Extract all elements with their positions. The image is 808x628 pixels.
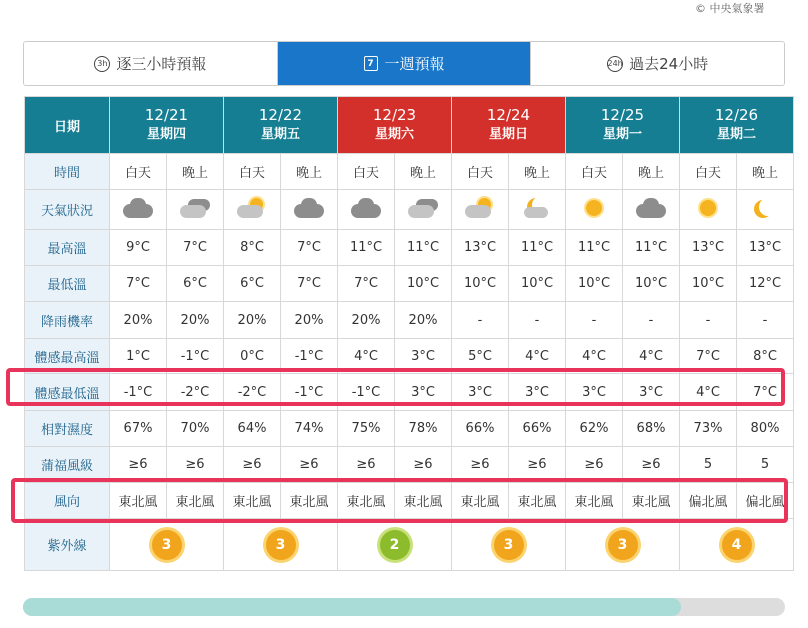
feel-max-cell: 1°C: [110, 339, 167, 374]
feel-max-cell: 4°C: [338, 339, 395, 374]
max-temp-cell: 13°C: [680, 230, 737, 266]
humidity-cell: 78%: [395, 411, 452, 447]
wind-dir-cell: 偏北風: [680, 483, 737, 519]
rain-cell: -: [509, 302, 566, 339]
row-label-wind-dir: 風向: [25, 483, 110, 519]
weather-cell: [395, 190, 452, 230]
wind-dir-cell: 東北風: [509, 483, 566, 519]
weather-cell: [452, 190, 509, 230]
min-temp-cell: 7°C: [110, 266, 167, 302]
feel-max-cell: 4°C: [623, 339, 680, 374]
partly-cloudy-icon: [178, 196, 212, 220]
max-temp-cell: 13°C: [737, 230, 794, 266]
row-label-beaufort: 蒲福風級: [25, 447, 110, 483]
24h-clock-icon: 24h: [607, 56, 623, 72]
rain-cell: -: [566, 302, 623, 339]
humidity-cell: 68%: [623, 411, 680, 447]
time-cell: 白天: [110, 154, 167, 190]
feel-min-cell: -1°C: [338, 374, 395, 411]
beaufort-cell: ≥6: [224, 447, 281, 483]
min-temp-cell: 10°C: [680, 266, 737, 302]
max-temp-cell: 11°C: [623, 230, 680, 266]
wind-dir-cell: 東北風: [566, 483, 623, 519]
weekday-text: 星期六: [374, 127, 414, 142]
uv-sun-icon: 3: [494, 530, 524, 560]
min-temp-cell: 10°C: [452, 266, 509, 302]
cloudy-icon: [634, 196, 668, 220]
uv-cell: [338, 519, 452, 571]
feel-max-cell: 4°C: [509, 339, 566, 374]
beaufort-cell: ≥6: [623, 447, 680, 483]
3h-clock-icon: 3h: [94, 56, 110, 72]
row-label-max-temp: 最高溫: [25, 230, 110, 266]
humidity-cell: 64%: [224, 411, 281, 447]
cloudy-icon: [121, 196, 155, 220]
rain-cell: 20%: [224, 302, 281, 339]
feel-max-cell: 7°C: [680, 339, 737, 374]
weather-cell: [623, 190, 680, 230]
highlight-feel-min-row: [6, 368, 785, 406]
max-temp-cell: 11°C: [338, 230, 395, 266]
feel-min-cell: 3°C: [452, 374, 509, 411]
max-temp-cell: 11°C: [509, 230, 566, 266]
date-text: 12/24: [486, 106, 531, 124]
humidity-cell: 67%: [110, 411, 167, 447]
beaufort-cell: ≥6: [338, 447, 395, 483]
weather-cell: [167, 190, 224, 230]
wind-dir-cell: 東北風: [395, 483, 452, 519]
rain-cell: -: [623, 302, 680, 339]
humidity-cell: 62%: [566, 411, 623, 447]
date-text: 12/23: [372, 106, 417, 124]
feel-max-cell: 0°C: [224, 339, 281, 374]
humidity-cell: 75%: [338, 411, 395, 447]
uv-sun-icon: 3: [152, 530, 182, 560]
beaufort-cell: ≥6: [281, 447, 338, 483]
humidity-cell: 70%: [167, 411, 224, 447]
feel-max-cell: -1°C: [281, 339, 338, 374]
max-temp-cell: 7°C: [281, 230, 338, 266]
min-temp-cell: 10°C: [509, 266, 566, 302]
tab-3-hourly[interactable]: [24, 42, 277, 85]
row-label-feel-min: 體感最低溫: [25, 374, 110, 411]
weather-cell: [737, 190, 794, 230]
tab-past-24h[interactable]: [530, 42, 784, 85]
weekday-text: 星期二: [716, 127, 756, 142]
date-header: [452, 97, 566, 154]
weekday-text: 星期一: [602, 127, 642, 142]
max-temp-cell: 8°C: [224, 230, 281, 266]
time-cell: 白天: [452, 154, 509, 190]
min-temp-cell: 7°C: [338, 266, 395, 302]
beaufort-cell: ≥6: [110, 447, 167, 483]
feel-min-cell: 3°C: [395, 374, 452, 411]
date-text: 12/26: [714, 106, 759, 124]
feel-min-cell: -1°C: [110, 374, 167, 411]
date-header: [338, 97, 452, 154]
weekday-text: 星期五: [260, 127, 300, 142]
max-temp-cell: 7°C: [167, 230, 224, 266]
time-cell: 晚上: [281, 154, 338, 190]
beaufort-cell: ≥6: [167, 447, 224, 483]
row-label-humidity: 相對濕度: [25, 411, 110, 447]
rain-cell: -: [680, 302, 737, 339]
time-cell: 晚上: [395, 154, 452, 190]
time-cell: 晚上: [509, 154, 566, 190]
partly-cloudy-icon: [406, 196, 440, 220]
date-header: [110, 97, 224, 154]
row-label-date: 日期: [25, 97, 110, 154]
cloudy-icon: [292, 196, 326, 220]
rain-cell: 20%: [281, 302, 338, 339]
min-temp-cell: 7°C: [281, 266, 338, 302]
feel-max-cell: 8°C: [737, 339, 794, 374]
humidity-cell: 66%: [509, 411, 566, 447]
rain-cell: -: [737, 302, 794, 339]
time-cell: 晚上: [737, 154, 794, 190]
max-temp-cell: 11°C: [395, 230, 452, 266]
highlight-wind-dir-row: [11, 478, 788, 523]
date-header: [224, 97, 338, 154]
cloudy-icon: [349, 196, 383, 220]
weather-cell: [566, 190, 623, 230]
beaufort-cell: ≥6: [395, 447, 452, 483]
wind-dir-cell: 東北風: [338, 483, 395, 519]
wind-dir-cell: 東北風: [281, 483, 338, 519]
weather-cell: [680, 190, 737, 230]
date-text: 12/21: [144, 106, 189, 124]
weekday-text: 星期四: [146, 127, 186, 142]
weekday-text: 星期日: [488, 127, 528, 142]
weather-cell: [338, 190, 395, 230]
weather-cell: [224, 190, 281, 230]
time-cell: 白天: [224, 154, 281, 190]
rain-cell: 20%: [338, 302, 395, 339]
moon-icon: [748, 196, 782, 220]
tab-weekly[interactable]: [277, 42, 531, 85]
forecast-tabs: [23, 41, 785, 86]
max-temp-cell: 11°C: [566, 230, 623, 266]
time-cell: 白天: [680, 154, 737, 190]
date-text: 12/25: [600, 106, 645, 124]
uv-sun-icon: 3: [266, 530, 296, 560]
feel-min-cell: 3°C: [566, 374, 623, 411]
weather-cell: [509, 190, 566, 230]
wind-dir-cell: 東北風: [623, 483, 680, 519]
sunny-icon: [577, 196, 611, 220]
copyright-text: © 中央氣象署: [695, 2, 765, 15]
uv-sun-icon: 4: [722, 530, 752, 560]
feel-min-cell: -2°C: [224, 374, 281, 411]
beaufort-cell: ≥6: [566, 447, 623, 483]
rain-cell: 20%: [167, 302, 224, 339]
time-cell: 晚上: [623, 154, 680, 190]
calendar-icon: 7: [364, 56, 378, 71]
feel-max-cell: 4°C: [566, 339, 623, 374]
feel-min-cell: 4°C: [680, 374, 737, 411]
tab-label: 過去24小時: [629, 55, 709, 73]
weather-cell: [281, 190, 338, 230]
row-label-feel-max: 體感最高溫: [25, 339, 110, 374]
max-temp-cell: 9°C: [110, 230, 167, 266]
feel-max-cell: -1°C: [167, 339, 224, 374]
beaufort-cell: ≥6: [452, 447, 509, 483]
humidity-cell: 66%: [452, 411, 509, 447]
min-temp-cell: 10°C: [395, 266, 452, 302]
humidity-cell: 74%: [281, 411, 338, 447]
rain-cell: 20%: [395, 302, 452, 339]
row-label-uv: 紫外線: [25, 519, 110, 571]
min-temp-cell: 10°C: [623, 266, 680, 302]
uv-cell: [566, 519, 680, 571]
min-temp-cell: 6°C: [167, 266, 224, 302]
time-cell: 白天: [338, 154, 395, 190]
date-text: 12/22: [258, 106, 303, 124]
wind-dir-cell: 東北風: [224, 483, 281, 519]
date-header: [566, 97, 680, 154]
row-label-time: 時間: [25, 154, 110, 190]
moon-cloud-icon: [520, 196, 554, 220]
min-temp-cell: 6°C: [224, 266, 281, 302]
uv-cell: [224, 519, 338, 571]
tab-label: 逐三小時預報: [116, 55, 207, 73]
min-temp-cell: 12°C: [737, 266, 794, 302]
feel-min-cell: 7°C: [737, 374, 794, 411]
wind-dir-cell: 東北風: [452, 483, 509, 519]
uv-cell: [110, 519, 224, 571]
sunny-icon: [691, 196, 725, 220]
wind-dir-cell: 東北風: [167, 483, 224, 519]
horizontal-scrollbar[interactable]: [23, 598, 785, 616]
feel-min-cell: 3°C: [509, 374, 566, 411]
feel-min-cell: -2°C: [167, 374, 224, 411]
uv-cell: [452, 519, 566, 571]
uv-cell: [680, 519, 794, 571]
time-cell: 晚上: [167, 154, 224, 190]
humidity-cell: 80%: [737, 411, 794, 447]
feel-max-cell: 3°C: [395, 339, 452, 374]
wind-dir-cell: 偏北風: [737, 483, 794, 519]
scrollbar-thumb[interactable]: [23, 598, 681, 616]
max-temp-cell: 13°C: [452, 230, 509, 266]
beaufort-cell: 5: [680, 447, 737, 483]
rain-cell: 20%: [110, 302, 167, 339]
sun-cloud-icon: [463, 196, 497, 220]
feel-min-cell: -1°C: [281, 374, 338, 411]
feel-min-cell: 3°C: [623, 374, 680, 411]
uv-sun-icon: 3: [608, 530, 638, 560]
row-label-weather: 天氣狀況: [25, 190, 110, 230]
min-temp-cell: 10°C: [566, 266, 623, 302]
sun-cloud-icon: [235, 196, 269, 220]
uv-sun-icon: 2: [380, 530, 410, 560]
beaufort-cell: 5: [737, 447, 794, 483]
weather-cell: [110, 190, 167, 230]
beaufort-cell: ≥6: [509, 447, 566, 483]
time-cell: 白天: [566, 154, 623, 190]
rain-cell: -: [452, 302, 509, 339]
date-header: [680, 97, 794, 154]
row-label-min-temp: 最低溫: [25, 266, 110, 302]
feel-max-cell: 5°C: [452, 339, 509, 374]
humidity-cell: 73%: [680, 411, 737, 447]
wind-dir-cell: 東北風: [110, 483, 167, 519]
row-label-rain: 降雨機率: [25, 302, 110, 339]
tab-label: 一週預報: [384, 55, 445, 73]
